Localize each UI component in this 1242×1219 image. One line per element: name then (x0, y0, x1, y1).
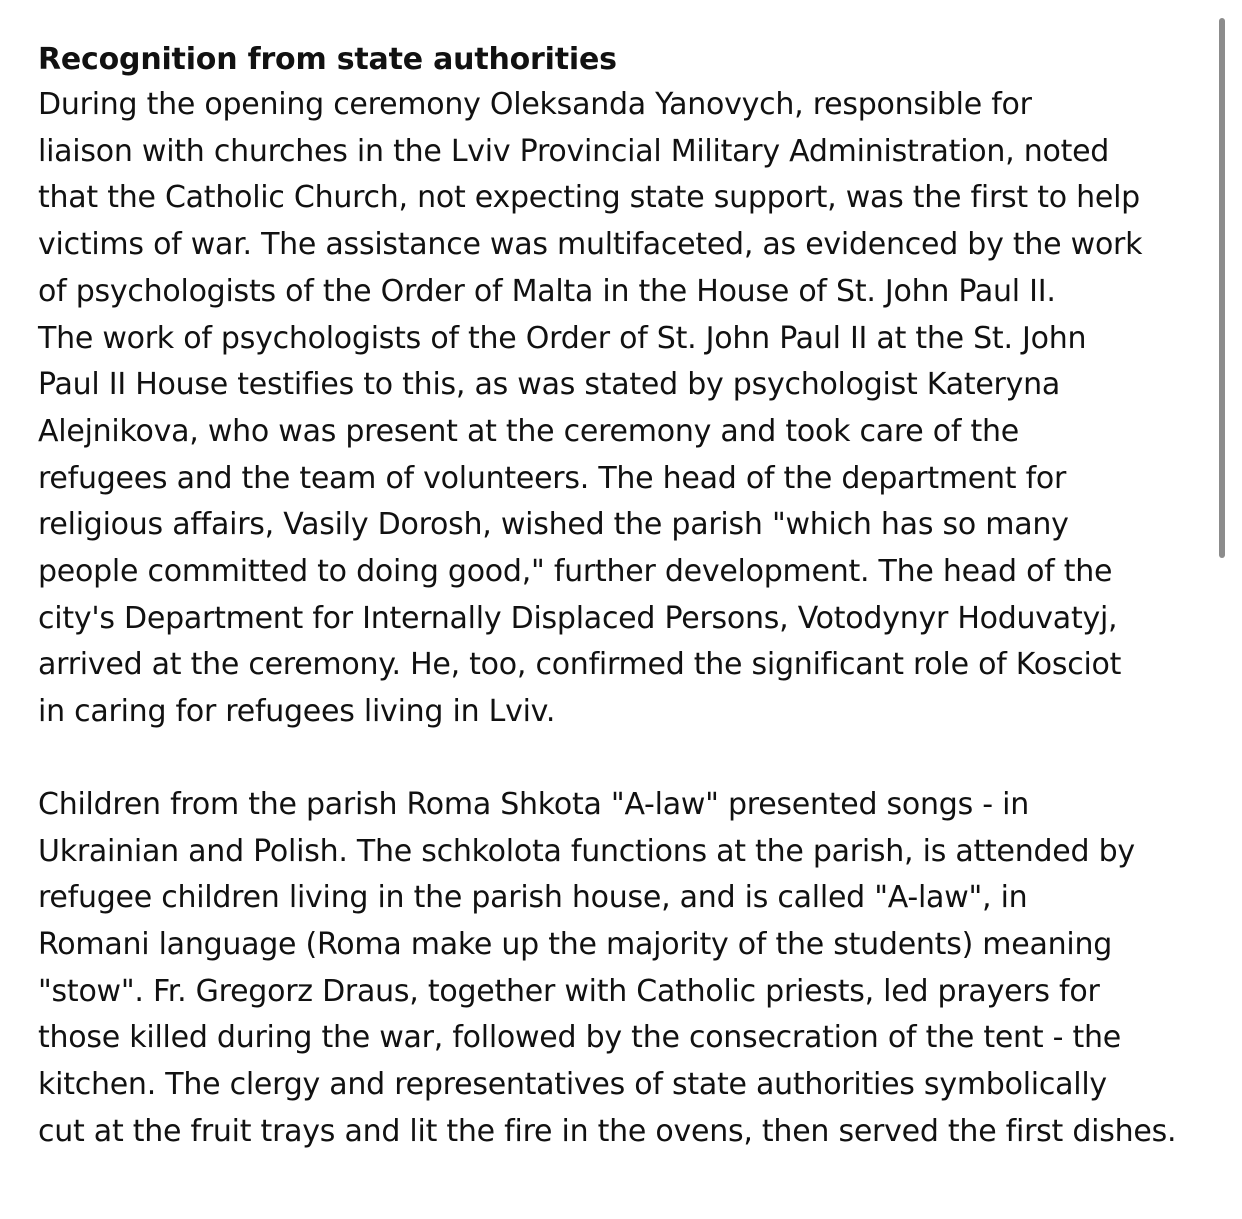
text-line: that the Catholic Church, not expecting state support, was the first to help (38, 180, 1140, 216)
text-line: arrived at the ceremony. He, too, confirmed the significant role of Kosciot (38, 647, 1122, 683)
text-line: city's Department for Internally Displaced Persons, Votodynyr Hoduvatyj, (38, 600, 1118, 636)
paragraph-spacer (38, 736, 1213, 782)
text-line: people committed to doing good," further development. The head of the (38, 554, 1113, 590)
text-line: victims of war. The assistance was multifaceted, as evidenced by the work (38, 227, 1143, 263)
text-line: The work of psychologists of the Order of St. John Paul II at the St. John (38, 320, 1087, 356)
scrollbar-thumb[interactable] (1219, 18, 1225, 558)
paragraph-2 (38, 782, 1213, 1156)
text-line: kitchen. The clergy and representatives of state authorities symbolically (38, 1067, 1107, 1103)
paragraph-1 (38, 82, 1213, 736)
text-line: Children from the parish Roma Shkota "A-law" presented songs - in (38, 786, 1029, 822)
text-line: refugee children living in the parish house, and is called "A-law", in (38, 880, 1028, 916)
text-line: Ukrainian and Polish. The schkolota functions at the parish, is attended by (38, 833, 1135, 869)
article (38, 38, 1213, 1155)
text-line: cut at the fruit trays and lit the fire in the ovens, then served the first dishes. (38, 1113, 1177, 1149)
text-line: of psychologists of the Order of Malta in the House of St. John Paul II. (38, 273, 1056, 309)
scrollbar[interactable] (1224, 0, 1234, 1219)
text-line: refugees and the team of volunteers. The head of the department for (38, 460, 1067, 496)
text-line: Paul II House testifies to this, as was stated by psychologist Kateryna (38, 367, 1061, 403)
text-line: Romani language (Roma make up the majority of the students) meaning (38, 926, 1113, 962)
text-line: liaison with churches in the Lviv Provincial Military Administration, noted (38, 133, 1110, 169)
text-line: in caring for refugees living in Lviv. (38, 694, 556, 730)
text-line: Alejnikova, who was present at the ceremony and took care of the (38, 413, 1019, 449)
article-heading: Recognition from state authorities (38, 42, 617, 77)
text-line: those killed during the war, followed by the consecration of the tent - the (38, 1020, 1121, 1056)
text-line: "stow". Fr. Gregorz Draus, together with Catholic priests, led prayers for (38, 973, 1100, 1009)
text-line: religious affairs, Vasily Dorosh, wished the parish "which has so many (38, 507, 1069, 543)
text-line: During the opening ceremony Oleksanda Yanovych, responsible for (38, 87, 1032, 122)
